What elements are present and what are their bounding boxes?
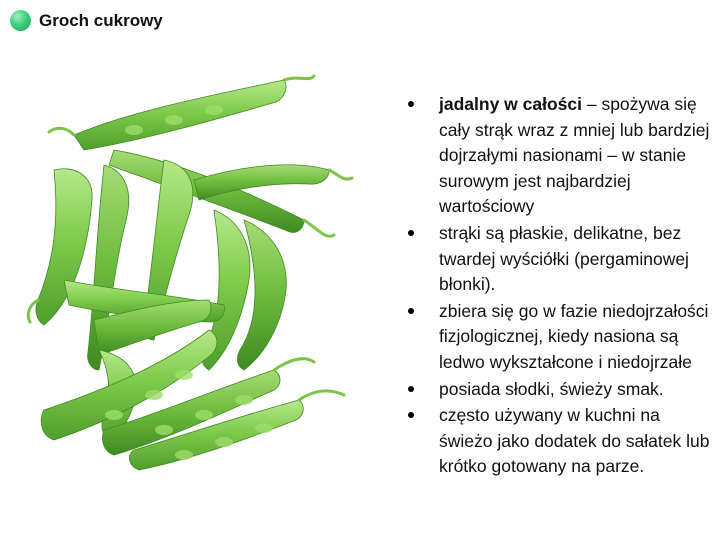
- bullet-text: zbiera się go w fazie niedojrzałości fizjologicznej, kiedy nasiona są ledwo wykształcone i niedojrzałe: [439, 300, 709, 372]
- slide-title: Groch cukrowy: [39, 10, 163, 30]
- bullet-text: strąki są płaskie, delikatne, bez twardej wyściółki (pergaminowej błonki).: [439, 222, 689, 295]
- bullet-text: często używany w kuchni na świeżo jako dodatek do sałatek lub krótko gotowany na parze.: [439, 405, 710, 477]
- bullet-list: [406, 92, 716, 481]
- bullet-text: posiada słodki, świeży smak.: [439, 378, 664, 399]
- bullet-item: [406, 377, 716, 403]
- bullet-lead: jadalny w całości: [439, 94, 582, 114]
- bullet-item: [406, 403, 716, 480]
- slide-header: [10, 10, 163, 31]
- green-dot-icon: [10, 10, 31, 31]
- bullet-text: – spożywa się cały strąk wraz z mniej lub bardziej dojrzałymi nasionami – w stanie surowym jest najbardziej wartościowy: [439, 94, 710, 217]
- snow-pea-pods-icon: [14, 70, 364, 480]
- bullet-item: [406, 299, 716, 376]
- bullet-item: [406, 92, 716, 220]
- bullet-item: [406, 221, 716, 298]
